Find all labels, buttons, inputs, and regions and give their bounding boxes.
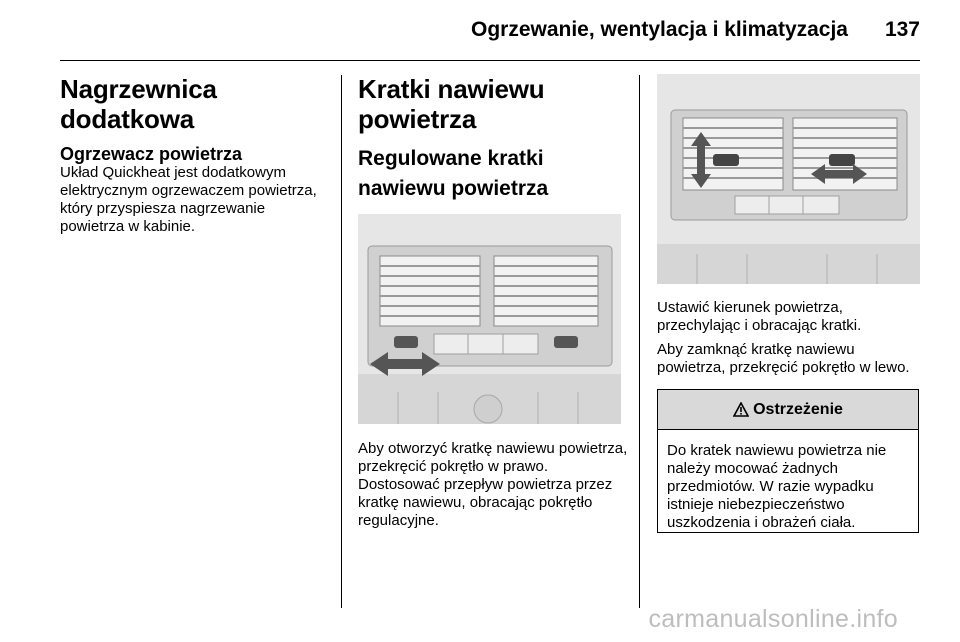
page-header [60,14,920,50]
caption-direction: Ustawić kierunek powietrza, przechylając i obracając kratki. [657,299,862,334]
watermark: carmanualsonline.info [648,605,898,633]
column-2 [358,74,628,530]
caption-open-vent: Aby otworzyć kratkę nawiewu powietrza, przekręcić pokrętło w prawo. Dostosować przepływ powietrza przez kratkę nawiewu, obracając pokrętło regulacyjne. [358,440,628,529]
paragraph-quickheat: Układ Quickheat jest dodatkowym elektrycznym ogrzewaczem powietrza, który przyspiesza nagrzewanie powietrza w kabinie. [60,164,317,235]
header-rule [60,60,920,61]
warning-title: Ostrzeżenie [753,400,843,418]
section-heading-auxiliary-heater: Nagrzewnica dodatkowa [60,74,217,134]
caption-close-vent: Aby zamknąć kratkę nawiewu powietrza, przekręcić pokrętło w lewo. [657,341,910,376]
vent-photo-direction [657,74,920,284]
subheading-adjustable-vents: Regulowane kratki nawiewu powietrza [358,147,549,200]
warning-header [658,390,918,430]
vent-illustration-direction [657,74,920,284]
column-3 [657,74,919,533]
vent-photo-open [358,214,621,424]
column-1 [60,74,330,236]
column-divider-1 [341,75,342,608]
page-number: 137 [884,18,920,41]
section-heading-air-vents: Kratki nawiewu powietrza [358,74,545,134]
vent-illustration-open [358,214,621,424]
warning-box [657,389,919,533]
warning-triangle-icon [733,402,749,417]
subheading-air-heater: Ogrzewacz powietrza [60,144,243,164]
warning-text: Do kratek nawiewu powietrza nie należy mocować żadnych przedmiotów. W razie wypadku istnieje niebezpieczeństwo uszkodzenia i obrażeń ciała. [667,442,887,531]
column-divider-2 [639,75,640,608]
running-head-title: Ogrzewanie, wentylacja i klimatyzacja [470,18,848,41]
